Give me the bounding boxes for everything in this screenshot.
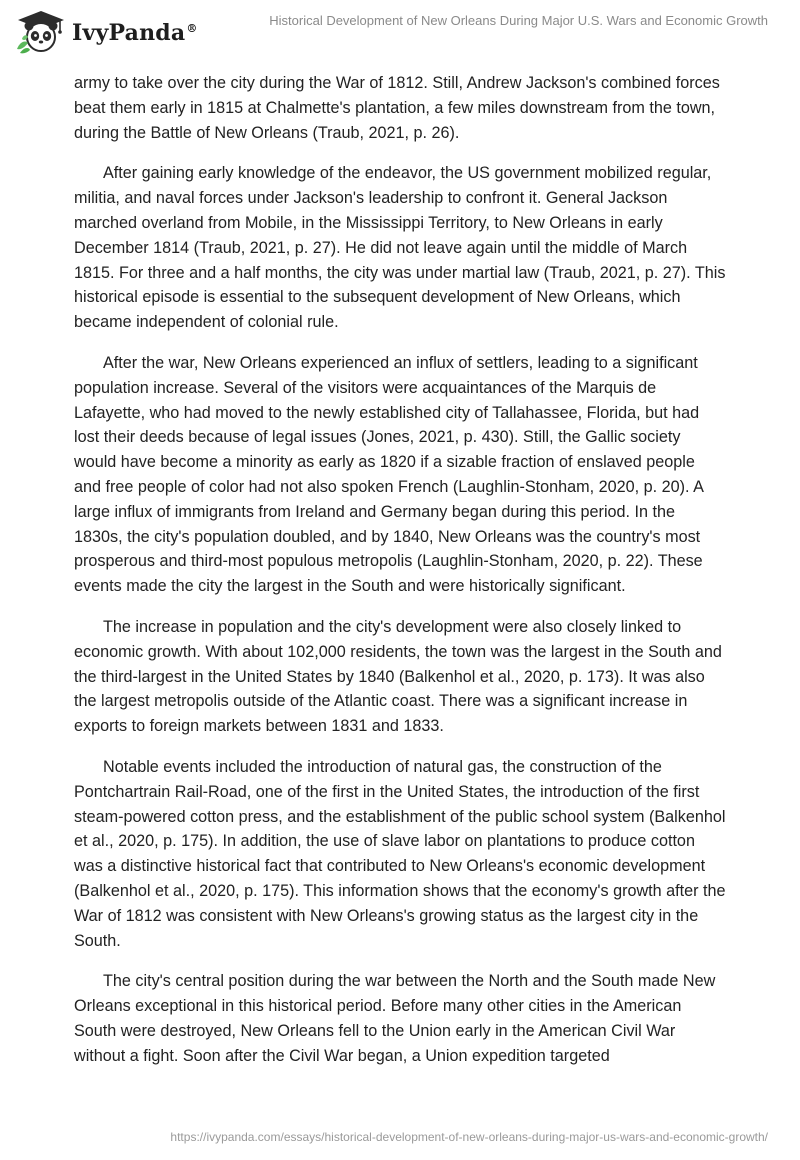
page-header bbox=[0, 0, 800, 64]
panda-graduate-icon bbox=[14, 9, 68, 55]
paragraph-3: After the war, New Orleans experienced an influx of settlers, leading to a significant population increase. Several of the visitors were acquaintances of the Marquis de Lafayette, who had moved to the newly established city of Tallahassee, Florida, but had lost their deeds because of legal issues (Jones, 2021, p. 430). Still, the Gallic society would have become a minority as early as 1820 if a sizable fraction of enslaved people and free people of color had not also spoken French (Laughlin-Stonham, 2020, p. 20). A large influx of immigrants from Ireland and Germany began during this period. In the 1830s, the city's population doubled, and by 1840, New Orleans was the country's most prosperous and third-most populous metropolis (Laughlin-Stonham, 2020, p. 22). These events made the city the largest in the South and were historically significant. bbox=[74, 353, 704, 596]
paragraph-6: The city's central position during the war between the North and the South made New Orleans exceptional in this historical period. Before many other cities in the American South were destroyed, New Orleans fell to the Union early in the American Civil War without a fight. Soon after the Civil War began, a Union expedition targeted bbox=[74, 972, 716, 1065]
brand-name: IvyPanda® bbox=[72, 20, 198, 46]
paragraph-1: army to take over the city during the War of 1812. Still, Andrew Jackson's combined forces beat them early in 1815 at Chalmette's plantation, a few miles downstream from the town, during the Battle of New Orleans (Traub, 2021, p. 26). bbox=[74, 74, 720, 142]
ivypanda-logo[interactable] bbox=[14, 9, 198, 55]
source-url[interactable]: https://ivypanda.com/essays/historical-development-of-new-orleans-during-major-us-wars-and-economic-growth/ bbox=[170, 1130, 768, 1144]
paragraph-5: Notable events included the introduction of natural gas, the construction of the Pontchartrain Rail-Road, one of the first in the United States, the introduction of the first steam-powered cotton press, and the establishment of the public school system (Balkenhol et al., 2020, p. 175). In addition, the use of slave labor on plantations to produce cotton was a distinctive historical fact that contributed to New Orleans's economic development (Balkenhol et al., 2020, p. 175). This information shows that the economy's growth after the War of 1812 was consistent with New Orleans's growing status as the largest city in the South. bbox=[74, 757, 726, 950]
essay-title: Historical Development of New Orleans During Major U.S. Wars and Economic Growth bbox=[269, 13, 768, 28]
paragraph-4: The increase in population and the city's development were also closely linked to economic growth. With about 102,000 residents, the town was the largest in the South and the third-largest in the United States by 1840 (Balkenhol et al., 2020, p. 173). It was also the largest metropolis outside of the Atlantic coast. There was a significant increase in exports to foreign markets between 1831 and 1833. bbox=[74, 617, 722, 736]
paragraph-2: After gaining early knowledge of the endeavor, the US government mobilized regular, militia, and naval forces under Jackson's leadership to confront it. General Jackson marched overland from Mobile, in the Mississippi Territory, to New Orleans in early December 1814 (Traub, 2021, p. 27). He did not leave again until the middle of March 1815. For three and a half months, the city was under martial law (Traub, 2021, p. 27). This historical episode is essential to the subsequent development of New Orleans, which became independent of colonial rule. bbox=[74, 164, 726, 332]
essay-body bbox=[74, 71, 726, 1084]
registered-mark: ® bbox=[186, 21, 198, 35]
